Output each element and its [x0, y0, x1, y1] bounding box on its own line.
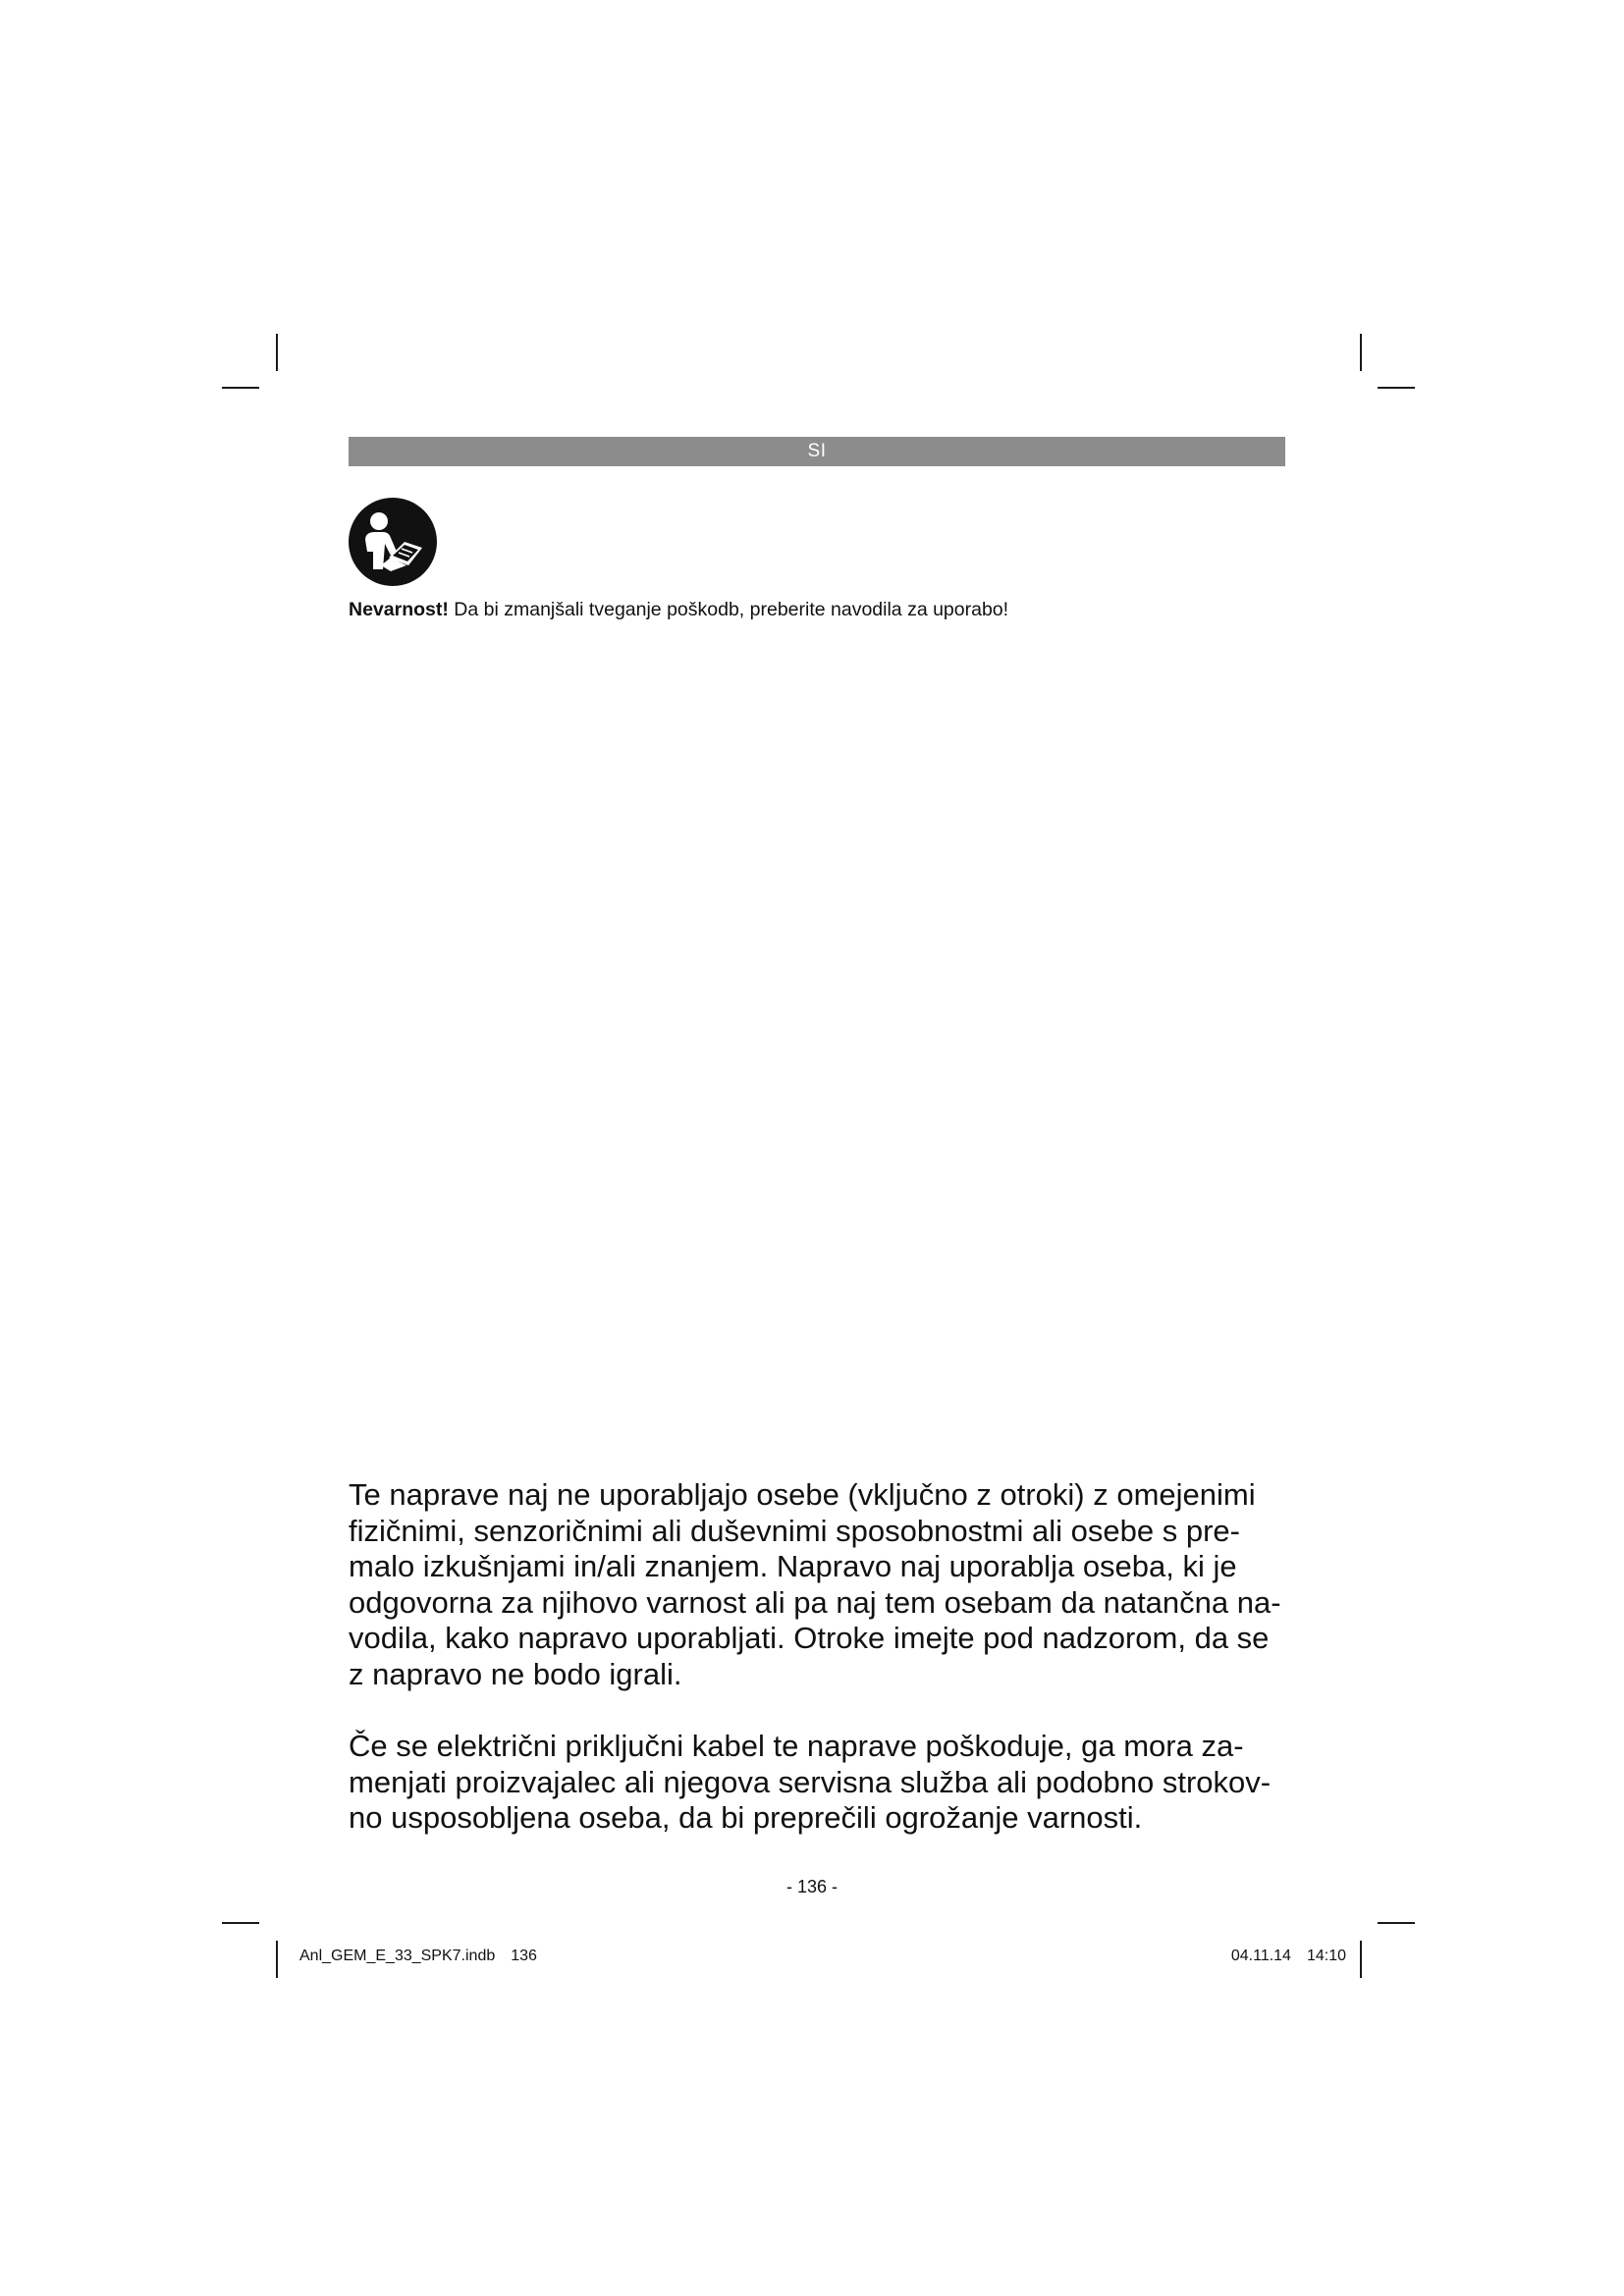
- safety-text: [349, 1477, 1291, 1837]
- footer-timestamp: [1231, 1946, 1346, 1967]
- text-line: menjati proizvajalec ali njegova servisna služba ali podobno strokov-: [349, 1764, 1272, 1799]
- text-line: malo izkušnjami in/ali znanjem. Napravo naj uporablja oseba, ki je: [349, 1549, 1237, 1583]
- text-line: no usposobljena oseba, da bi preprečili ogrožanje varnosti.: [349, 1800, 1143, 1835]
- footer-file-name: Anl_GEM_E_33_SPK7.indb: [299, 1948, 496, 1964]
- crop-mark-top-right-horizontal: [1378, 387, 1415, 389]
- crop-mark-bottom-right-vertical: [1360, 1941, 1362, 1978]
- footer-file-page: 136: [511, 1948, 537, 1964]
- crop-mark-top-left-horizontal: [222, 387, 259, 389]
- footer-file-info: [299, 1946, 537, 1967]
- text-line: fizičnimi, senzoričnimi ali duševnimi sposobnostmi ali osebe s pre-: [349, 1513, 1240, 1548]
- crop-mark-bottom-right-horizontal: [1378, 1922, 1415, 1924]
- text-line: odgovorna za njihovo varnost ali pa naj tem osebam da natančna na-: [349, 1584, 1281, 1620]
- text-line: Če se električni priključni kabel te naprave poškoduje, ga mora za-: [349, 1729, 1244, 1763]
- crop-mark-top-right-vertical: [1360, 334, 1362, 371]
- text-line: z napravo ne bodo igrali.: [349, 1656, 682, 1691]
- read-manual-icon: [348, 497, 438, 587]
- paragraph-cable-replacement: [349, 1729, 1291, 1837]
- crop-mark-top-left-vertical: [276, 334, 278, 371]
- text-line: Te naprave naj ne uporabljajo osebe (vključno z otroki) z omejenimi: [349, 1477, 1256, 1512]
- crop-mark-bottom-left-vertical: [276, 1941, 278, 1978]
- crop-mark-bottom-left-horizontal: [222, 1922, 259, 1924]
- language-code: SI: [807, 441, 827, 461]
- paragraph-usage-restriction: [349, 1477, 1291, 1692]
- language-header-bar: [349, 437, 1285, 466]
- warning-text: Da bi zmanjšali tveganje poškodb, preberite navodila za uporabo!: [454, 599, 1009, 620]
- page-number: - 136 -: [785, 1877, 839, 1896]
- text-line: vodila, kako napravo uporabljati. Otroke imejte pod nadzorom, da se: [349, 1621, 1270, 1655]
- footer-date: 04.11.14: [1230, 1948, 1291, 1964]
- warning-statement: [349, 597, 1008, 622]
- warning-label: Nevarnost!: [349, 599, 449, 620]
- footer-time: 14:10: [1306, 1948, 1346, 1964]
